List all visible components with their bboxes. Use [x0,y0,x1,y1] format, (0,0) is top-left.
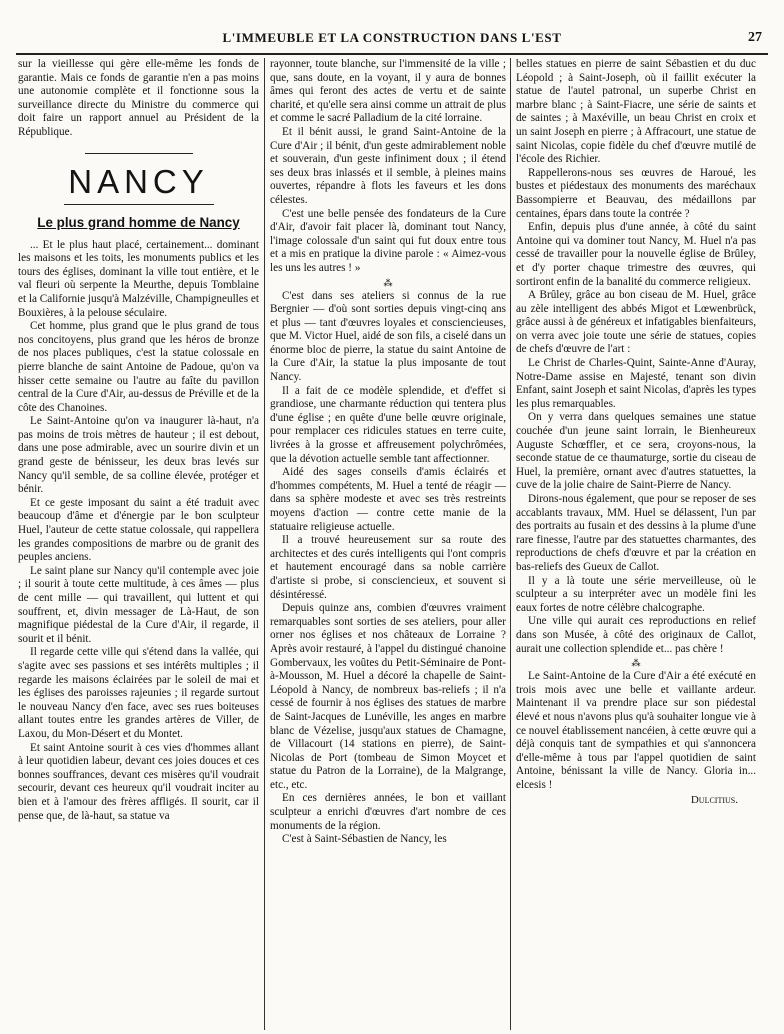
paragraph: A Brûley, grâce au bon ciseau de M. Huel, grâce au zèle intelligent des abbés Migot et Lœwenbrück, grâce aussi à de généreux et infatigables bienfaiteurs, on verra avec joie toute une série de statues, copies de chefs d'œuvre de l'art : [516,289,756,356]
column-divider [510,58,511,1030]
paragraph: Depuis quinze ans, combien d'œuvres vraiment remarquables sont sorties de ses ateliers, pour aller orner nos églises et nos châteaux de Lorraine ? Après avoir restauré, à l'appel du distingué chanoine Gombervaux, les voûtes du Petit-Séminaire de Pont-à-Mousson, M. Huel a décoré la chapelle de Saint-Léopold à Nancy, de nombreux bas-reliefs ; il n'a cessé de fournir à nos églises des statues de marbre de Saint-Jacques de Lunéville, les anges en marbre blanc de Vézelise, jusqu'aux statues de Chamagne, de Villacourt (14 stations en pierre), de Saint-Nicolas de Port (tombeau de Simon Moycet et statue du Patron de la Lorraine), de la Malgrange, etc., etc. [270,602,506,791]
paragraph: On y verra dans quelques semaines une statue couchée d'un jeune saint lorrain, le Bienheureux Auguste Schœffler, et ce sera, croyons-nous, la seconde statue de ce thaumaturge, sortie du ciseau de Huel, la première, ornant avec d'autres statuettes, la cuve de la jolie chaire de Saint-Pierre de Nancy. [516,411,756,492]
paragraph: Et ce geste imposant du saint a été traduit avec beaucoup d'âme et d'énergie par le bon sculpteur Huel, l'auteur de cette statue colossale, qui rappellera les grandes compositions de marbre ou de granit des peuples anciens. [18,496,259,564]
paragraph: Et il bénit aussi, le grand Saint-Antoine de la Cure d'Air ; il bénit, d'un geste admirablement noble et souverain, d'un geste infiniment doux ; il étend ses deux bras inlassés et il semble, à pleines mains ouvertes, répandre à flots les faveurs et les dons célestes. [270,125,506,206]
paragraph: Une ville qui aurait ces reproductions en relief dans son Musée, à côté des originaux de Callot, aurait une collection splendide et... pas chère ! [516,615,756,655]
paragraph: Rappellerons-nous ses œuvres de Haroué, les bustes et piédestaux des monuments des maréchaux Bassompierre et Beauvau, des médaillons par centaines, épars dans toute la contrée ? [516,166,756,220]
paragraph: Le Christ de Charles-Quint, Sainte-Anne d'Auray, Notre-Dame assise en Majesté, tenant son divin Enfant, saint Joseph et saint Nicolas, d'après les types les plus remarquables. [516,357,756,410]
column-1 [18,58,259,1030]
paragraph: Dirons-nous également, que pour se reposer de ses accablants travaux, MM. Huel se délassent, l'un par des portraits au fusain et des dessins à la plume d'une rare finesse, l'autre par des statuettes charmantes, des reproductions de chefs d'œuvre et par la création en bas-reliefs des Gueux de Callot. [516,493,756,573]
paragraph: Le saint plane sur Nancy qu'il contemple avec joie ; il sourit à toute cette multitude, à ces âmes — plus de cent mille — qui travaillent, qui luttent et qui souffrent, et, divin messager de Là-Haut, de son magnifique piédestal de la Cure d'Air, il regarde, il sourit et il bénit. [18,564,259,645]
paragraph: belles statues en pierre de saint Sébastien et du duc Léopold ; à Saint-Joseph, où il faillit exécuter la statue de l'autel patronal, un superbe Christ en marbre blanc ; à Saint-Fiacre, une série de saints et de saintes ; à Maxéville, un beau Christ en croix et un saint Joseph en pierre ; à Affracourt, une statue de saint Nicolas, copie fidèle du chef d'œuvre mutilé de l'école des Richier. [516,58,756,166]
asterism: ⁂ [631,658,641,669]
paragraph: Il y a là toute une série merveilleuse, où le sculpteur a su interpréter avec un modèle fini les eaux fortes de notre célèbre chalcographe. [516,574,756,614]
paragraph: Enfin, depuis plus d'une année, à côté du saint Antoine qui va dominer tout Nancy, M. Huel n'a pas cessé de travailler pour la nouvelle église de Brûley, et d'y porter chaque trimestre des œuvres, qui sortiront enfin de la banalité du commerce religieux. [516,221,756,288]
paragraph: En ces dernières années, le bon et vaillant sculpteur a enrichi d'œuvres d'art nombre de ces monuments de la région. [270,792,506,832]
column-divider [264,58,265,1030]
running-title: L'IMMEUBLE ET LA CONSTRUCTION DANS L'EST [222,30,562,45]
paragraph: Aidé des sages conseils d'amis éclairés et d'hommes compétents, M. Huel a tenté de réagir — dans sa sphère modeste et avec ses très restreints moyens d'action — contre cette manie de la statuaire religieuse actuelle. [270,466,506,533]
paragraph: Le Saint-Antoine qu'on va inaugurer là-haut, n'a pas moins de trois mètres de hauteur ; il est debout, dans une pose admirable, avec un sourire divin et un grand geste de bénisseur, les deux bras levés sur Nancy qu'il semble, de sa colline élevée, protéger et bénir. [18,415,259,496]
header-rule [16,53,768,55]
author-signature: Dulcitius. [690,794,738,807]
paragraph: Il regarde cette ville qui s'étend dans la vallée, qui s'agite avec ses passions et ses intérêts multiples ; il regarde les maisons éclairées par le soleil de mai et les églises des paroisses rajeunies ; il regarde surtout le nouveau Nancy d'en face, avec ses rues boiteuses allant toutes entre les grandes artères de Viller, de Laxou, du Mon-Désert et du Montet. [18,646,259,740]
paragraph: ... Et le plus haut placé, certainement... dominant les maisons et les toits, les monuments publics et les tours des églises, dominant la ville tout entière, et le val fleuri où serpente la Meurthe, depuis Tomblaine et la Californie jusqu'à Malzéville, Champigneulles et Bouxières, à la pelouse séculaire. [18,238,259,319]
paragraph: Il a fait de ce modèle splendide, et d'effet si grandiose, une charmante réduction qui tentera plus d'une église ; en quête d'une belle œuvre originale, pour remplacer ces ridicules statues en terre cuite, livrées à la grosse et affreusement polychrômées, que la dévotion actuelle semble tant affectionner. [270,384,506,465]
article-subtitle: Le plus grand homme de Nancy [37,214,240,230]
paragraph: Le Saint-Antoine de la Cure d'Air a été exécuté en trois mois avec une belle et vaillante ardeur. Maintenant il va prendre place sur son piédestal élevé et nous n'avons plus qu'à souhaiter longue vie à ce nouvel établissement nancéien, à cette œuvre qui a déjà conquis tant de sympathies et qui s'annoncera d'elle-même à tous par l'appel quotidien de saint Antoine, bénissant la ville de Nancy. Gloria in... elcesis ! [516,670,756,791]
paragraph: C'est dans ses ateliers si connus de la rue Bergnier — d'où sont sorties depuis vingt-cinq ans et plus — tant d'œuvres loyales et consciencieuses, que M. Victor Huel, aidé de son fils, a ciselé dans un énorme bloc de pierre, la statue du saint Antoine de la Cure d'Air, la statue la plus imposante de tout Nancy. [270,289,506,384]
page-number: 27 [748,30,762,45]
paragraph: rayonner, toute blanche, sur l'immensité de la ville ; que, sans doute, en la voyant, il y aura de bonnes âmes qui feront des actes de vertu et de sainte charité, et qu'elle sera ainsi comme un attrait de plus et comme le sacré Palladium de la cité lorraine. [270,58,506,125]
column-2 [270,58,506,1030]
page-header [16,30,768,52]
article-title: NANCY [68,162,209,200]
intro-paragraph: sur la vieillesse qui gère elle-même les fonds de garantie. Mais ce fonds de garantie n'en a pas moins une autonomie complète et il fonctionne sous la surveillance directe du Ministre du commerce qui doit faire un rapport annuel au Président de la République. [18,58,259,138]
paragraph: C'est à Saint-Sébastien de Nancy, les [282,833,447,846]
paragraph: Et saint Antoine sourit à ces vies d'hommes allant à leur quotidien labeur, devant ces joies douces et ces bonnes souffrances, devant ces misères qu'il voudrait secourir, devant ces heureux qu'il voudrait inciter au bien et à l'amour des frères affligés. Il sourit, car il pense que, de là-haut, sa statue va [18,741,259,822]
asterism: ⁂ [383,277,393,288]
title-rule [64,204,214,205]
paragraph: Cet homme, plus grand que le plus grand de tous nos concitoyens, plus grand que les héros de bronze de nos places publiques, c'est la statue colossale en pierre blanche de saint Antoine de Padoue, qu'on va hisser cette semaine ou l'autre au faîte du pavillon central de la Cure d'Air, au-dessus de Préville et de la côte des Chanoines. [18,320,259,414]
paragraph: Il a trouvé heureusement sur sa route des architectes et des curés intelligents qui l'ont compris et hautement encouragé dans sa noble carrière d'artiste si probe, si consciencieux, et souvent si désintéressé. [270,534,506,601]
column-3 [516,58,756,1030]
section-rule [85,153,193,154]
paragraph: C'est une belle pensée des fondateurs de la Cure d'Air, d'avoir fait placer là, dominant tout Nancy, l'image colossale d'un saint qui fut doux entre tous et a mis en pratique la divine parole : « Aimez-vous les uns les autres ! » [270,207,506,274]
